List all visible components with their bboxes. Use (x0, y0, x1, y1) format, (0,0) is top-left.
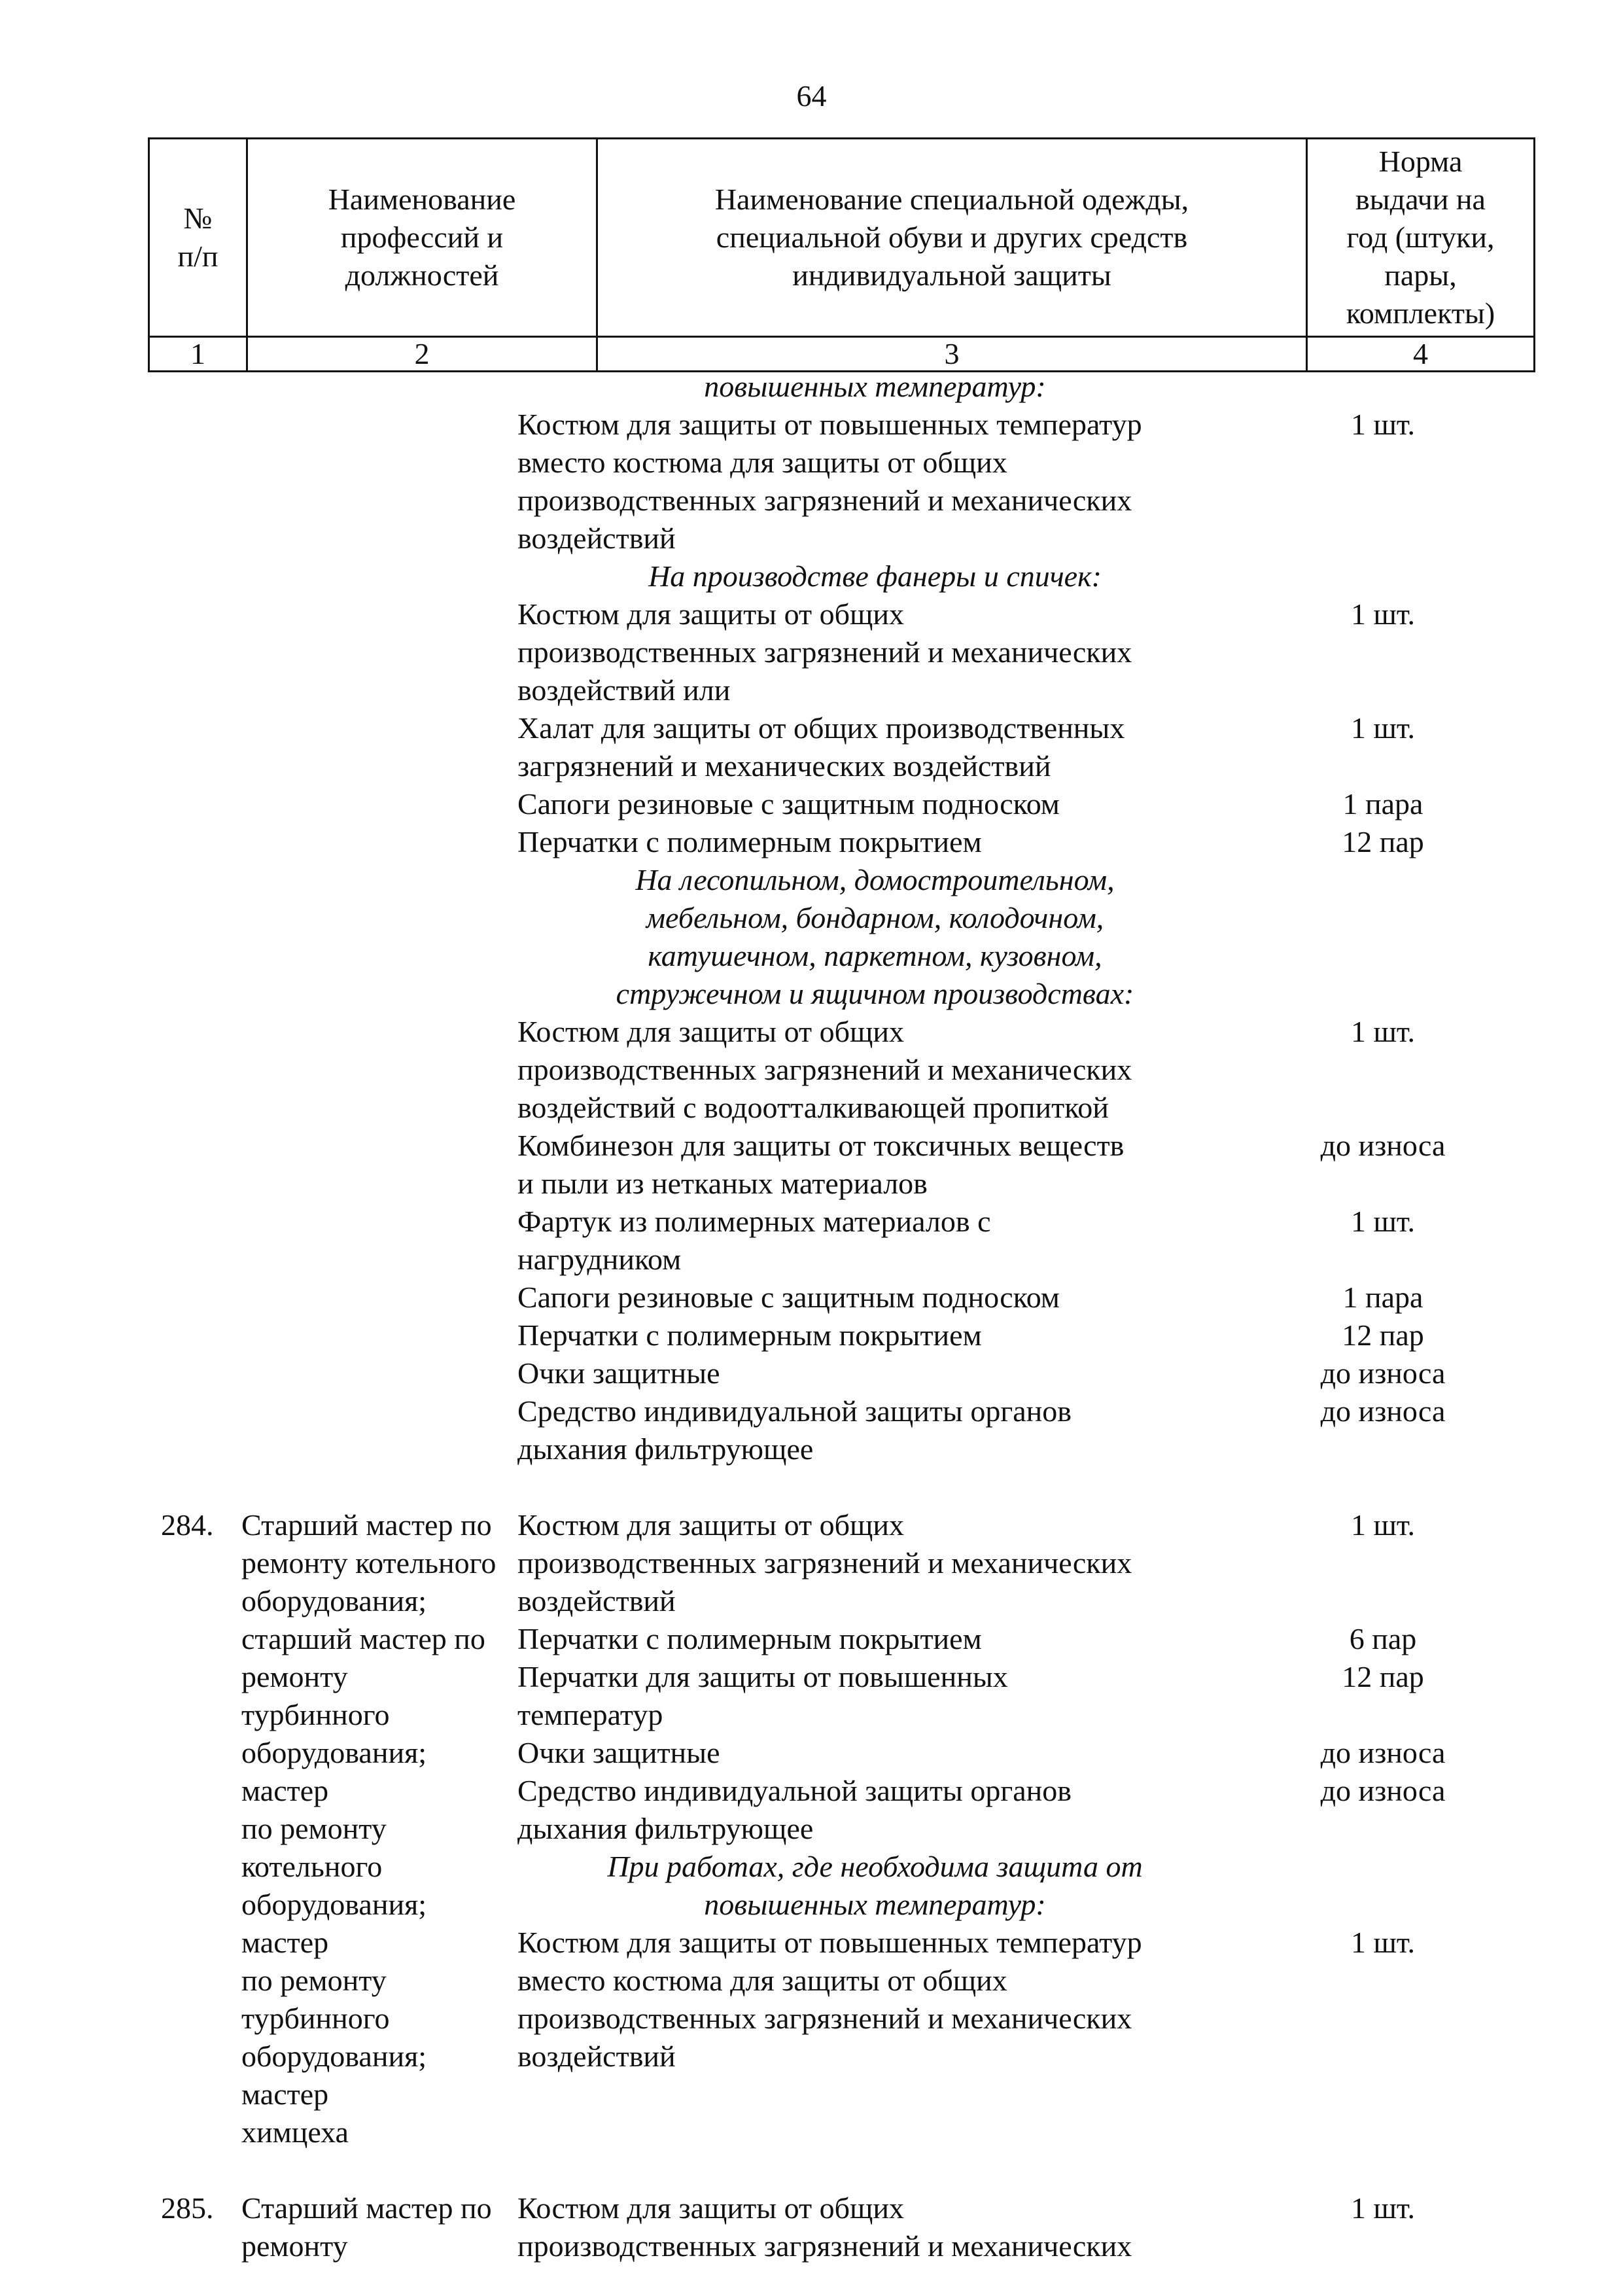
header-profession: Наименование профессий и должностей (247, 139, 597, 337)
issue-norm: 1 шт. (1350, 711, 1416, 745)
column-number: 3 (597, 337, 1307, 372)
issue-norm: 1 пара (1342, 1280, 1423, 1314)
equipment-name: Очки защитные (517, 1736, 720, 1769)
profession-name: Старший мастер по ремонту котельного оборудования; старший мастер по ремонту турбинного оборудования; мастер по ремонту котельного оборудования; мастер по ремонту турбинного оборудования; мастер химцеха (241, 1508, 497, 2149)
header-norm: Норма выдачи на год (штуки, пары, комплекты) (1307, 139, 1535, 337)
issue-norm: 1 шт. (1350, 1205, 1416, 1238)
table-row (148, 2189, 1533, 2265)
column-number: 4 (1307, 337, 1535, 372)
equipment-item (517, 1620, 1533, 1658)
issue-norm: 1 шт. (1350, 1926, 1416, 1959)
issue-norm: 1 шт. (1350, 1508, 1416, 1542)
issue-norm: 1 шт. (1350, 1015, 1416, 1048)
row-number (148, 368, 236, 1468)
issue-norm: 12 пар (1342, 1318, 1424, 1352)
equipment-name: Перчатки с полимерным покрытием (517, 825, 982, 858)
equipment-name: Сапоги резиновые с защитным подноском (517, 787, 1060, 821)
equipment-item (517, 406, 1533, 557)
header-number: № п/п (149, 139, 247, 337)
equipment-item (517, 1316, 1533, 1354)
equipment-name: Костюм для защиты от общих производственных загрязнений и механических воздействий или (517, 597, 1132, 707)
equipment-list (502, 1506, 1533, 2151)
equipment-item (517, 1506, 1533, 1620)
issue-norm: 12 пар (1342, 1660, 1424, 1693)
issue-norm: 1 пара (1342, 787, 1423, 821)
equipment-name: Костюм для защиты от повышенных температур вместо костюма для защиты от общих производственных загрязнений и механических воздействий (517, 408, 1142, 555)
table-body (148, 368, 1533, 2265)
issue-norm: 1 шт. (1350, 2191, 1416, 2225)
issue-norm: до износа (1320, 1736, 1446, 1769)
equipment-name: Костюм для защиты от общих производственных загрязнений и механических (517, 2191, 1132, 2263)
equipment-item (517, 1013, 1533, 1127)
issue-norm: 1 шт. (1350, 408, 1416, 441)
equipment-name: Фартук из полимерных материалов с нагрудником (517, 1205, 991, 1276)
equipment-item (517, 1279, 1533, 1316)
header-row (149, 139, 1535, 337)
profession-name: Старший мастер по ремонту (241, 2191, 492, 2263)
equipment-item (517, 1392, 1533, 1468)
equipment-item (517, 1203, 1533, 1279)
equipment-item (517, 709, 1533, 785)
equipment-name: Перчатки для защиты от повышенных температур (517, 1660, 1008, 1731)
issue-norm: до износа (1320, 1774, 1446, 1807)
issue-norm: 12 пар (1342, 825, 1424, 858)
issue-norm: 1 шт. (1350, 597, 1416, 631)
table-row (148, 1506, 1533, 2151)
row-number: 284. (161, 1508, 214, 1542)
equipment-item (517, 2189, 1533, 2265)
page-number: 64 (796, 79, 827, 113)
header-equipment: Наименование специальной одежды, специальной обуви и других средств индивидуальной защиты (597, 139, 1307, 337)
equipment-item (517, 1734, 1533, 1772)
column-number: 1 (149, 337, 247, 372)
subsection-heading: На лесопильном, домостроительном, мебельном, бондарном, колодочном, катушечном, паркетном, кузовном, стружечном и ящичном производствах: (616, 863, 1134, 1010)
column-number: 2 (247, 337, 597, 372)
subsection-heading: повышенных температур: (704, 370, 1046, 403)
equipment-name: Сапоги резиновые с защитным подноском (517, 1280, 1060, 1314)
subsection-heading: При работах, где необходима защита от повышенных температур: (607, 1850, 1143, 1921)
equipment-name: Средство индивидуальной защиты органов дыхания фильтрующее (517, 1394, 1072, 1466)
subsection-heading: На производстве фанеры и спичек: (648, 559, 1102, 593)
equipment-name: Костюм для защиты от общих производственных загрязнений и механических воздействий с водоотталкивающей пропиткой (517, 1015, 1132, 1124)
equipment-name: Костюм для защиты от повышенных температур вместо костюма для защиты от общих производственных загрязнений и механических воздействий (517, 1926, 1142, 2073)
equipment-name: Комбинезон для защиты от токсичных веществ и пыли из нетканых материалов (517, 1129, 1125, 1200)
equipment-item (517, 1772, 1533, 1848)
equipment-name: Средство индивидуальной защиты органов дыхания фильтрующее (517, 1774, 1072, 1845)
issue-norm: до износа (1320, 1356, 1446, 1390)
equipment-item (517, 823, 1533, 861)
equipment-list (502, 368, 1533, 1468)
equipment-name: Перчатки с полимерным покрытием (517, 1318, 982, 1352)
table-row (148, 368, 1533, 1468)
equipment-name: Халат для защиты от общих производственных загрязнений и механических воздействий (517, 711, 1125, 783)
equipment-name: Очки защитные (517, 1356, 720, 1390)
row-number: 285. (161, 2191, 214, 2225)
equipment-item (517, 1658, 1533, 1734)
equipment-item (517, 1354, 1533, 1392)
profession-name (236, 368, 502, 1468)
issue-norm: 6 пар (1349, 1622, 1417, 1655)
equipment-list (502, 2189, 1533, 2265)
issue-norm: до износа (1320, 1394, 1446, 1428)
column-number-row (149, 337, 1535, 372)
equipment-item (517, 1924, 1533, 2075)
equipment-name: Костюм для защиты от общих производственных загрязнений и механических воздействий (517, 1508, 1132, 1617)
issue-norm: до износа (1320, 1129, 1446, 1162)
equipment-item (517, 785, 1533, 823)
table-header (148, 137, 1535, 372)
equipment-item (517, 1127, 1533, 1203)
equipment-item (517, 595, 1533, 709)
equipment-name: Перчатки с полимерным покрытием (517, 1622, 982, 1655)
